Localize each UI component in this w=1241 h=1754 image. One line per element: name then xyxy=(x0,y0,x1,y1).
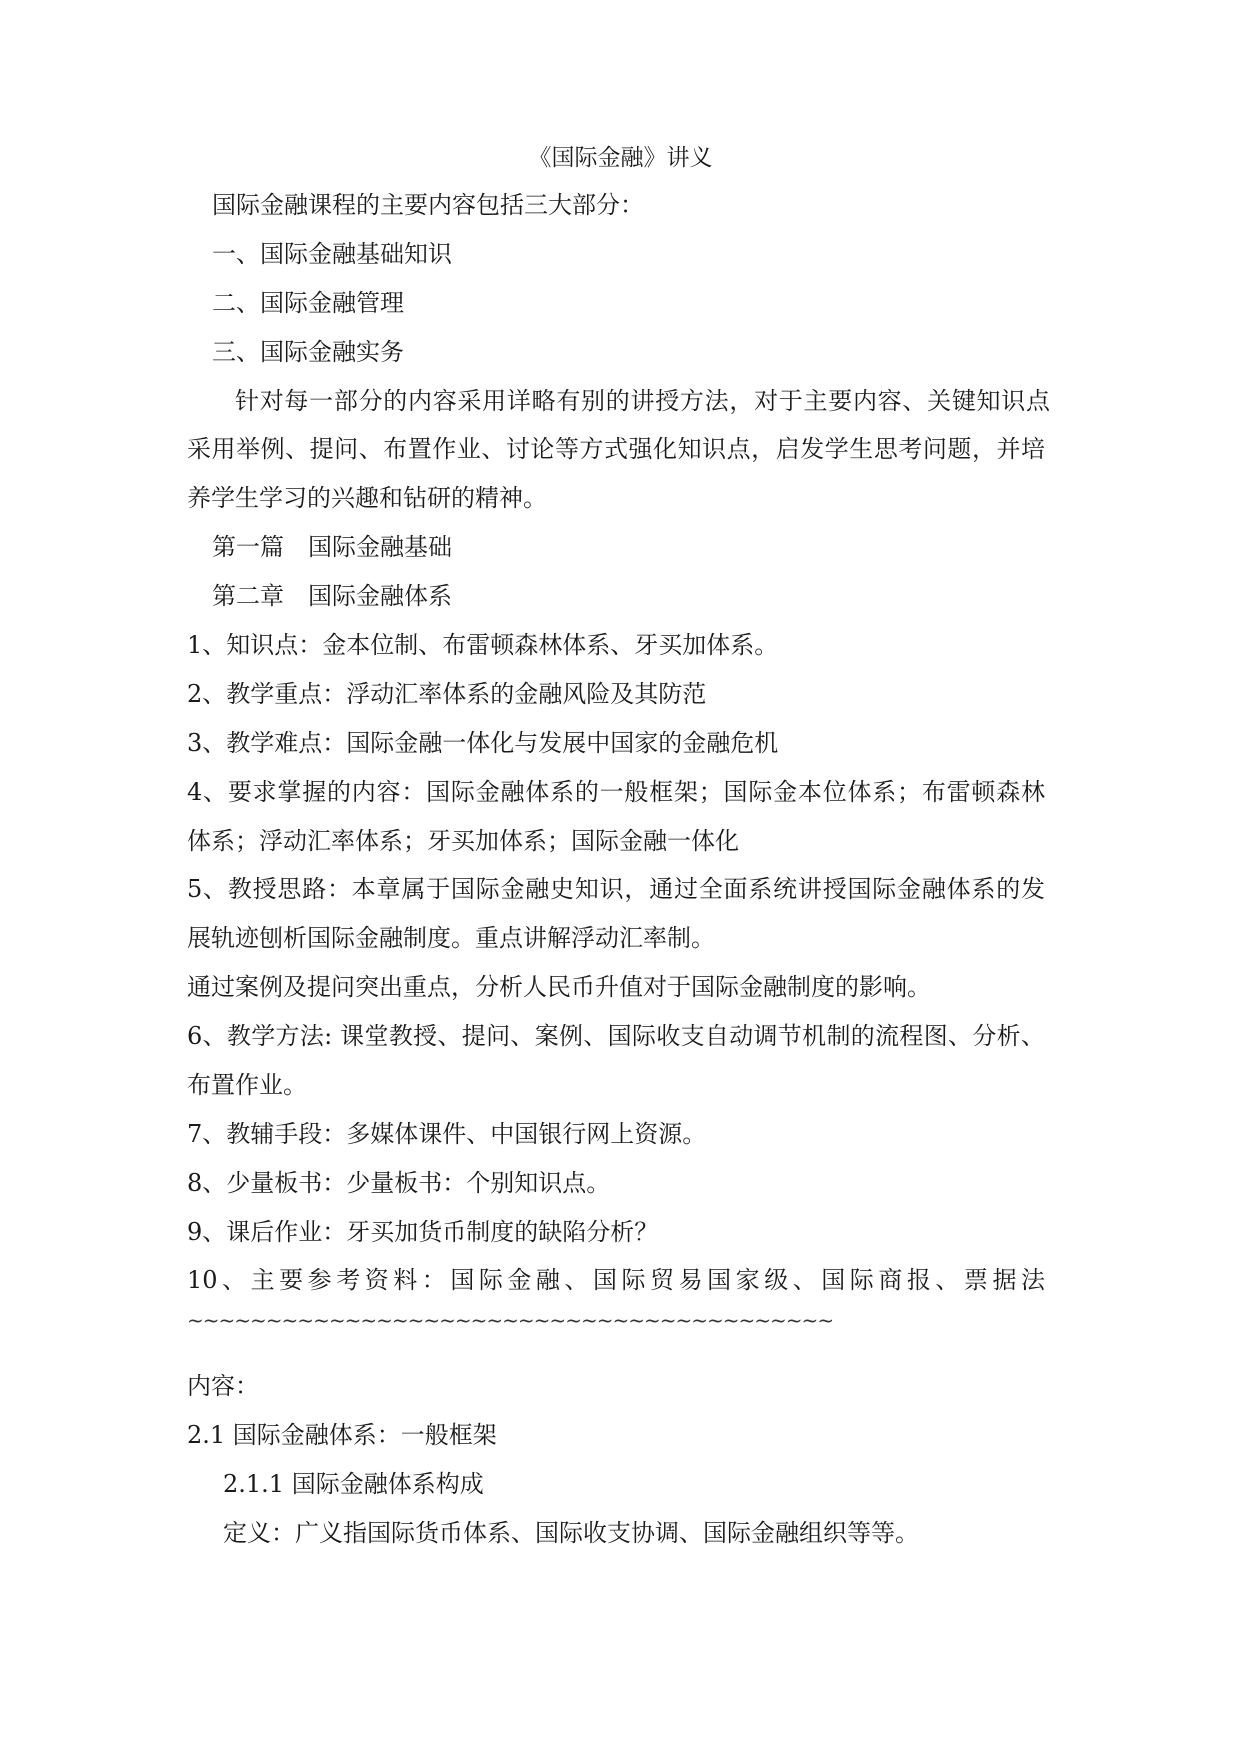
list-item: 4、要求掌握的内容：国际金融体系的一般框架；国际金本位体系；布雷顿森林 xyxy=(187,778,1045,806)
list-item: 2、教学重点：浮动汇率体系的金融风险及其防范 xyxy=(187,680,707,708)
list-item-continuation: 布置作业。 xyxy=(187,1071,307,1099)
method-paragraph-line-1: 针对每一部分的内容采用详略有别的讲授方法，对于主要内容、关键知识点 xyxy=(235,387,1050,415)
list-item: 10、主要参考资料：国际金融、国际贸易国家级、国际商报、票据法 xyxy=(187,1266,1045,1294)
list-item-note: 通过案例及提问突出重点，分析人民币升值对于国际金融制度的影响。 xyxy=(187,973,931,1001)
list-item: 8、少量板书：少量板书：个别知识点。 xyxy=(187,1169,611,1197)
method-paragraph-line-3: 养学生学习的兴趣和钻研的精神。 xyxy=(187,484,547,512)
part-item-2: 二、国际金融管理 xyxy=(212,289,404,317)
section-heading: 2.1 国际金融体系：一般框架 xyxy=(187,1421,497,1449)
part-item-3: 三、国际金融实务 xyxy=(212,338,404,366)
subsection-heading: 2.1.1 国际金融体系构成 xyxy=(223,1470,484,1498)
part-item-1: 一、国际金融基础知识 xyxy=(212,240,452,268)
content-label: 内容： xyxy=(187,1372,259,1400)
list-item: 7、教辅手段：多媒体课件、中国银行网上资源。 xyxy=(187,1120,707,1148)
list-item: 6、教学方法: 课堂教授、提问、案例、国际收支自动调节机制的流程图、分析、 xyxy=(187,1022,1045,1050)
document-title: 《国际金融》讲义 xyxy=(528,145,713,171)
intro-text: 国际金融课程的主要内容包括三大部分： xyxy=(212,191,644,219)
method-paragraph-line-2: 采用举例、提问、布置作业、讨论等方式强化知识点，启发学生思考问题，并培 xyxy=(187,435,1045,463)
list-item: 5、教授思路：本章属于国际金融史知识，通过全面系统讲授国际金融体系的发 xyxy=(187,875,1045,903)
list-item: 1、知识点：金本位制、布雷顿森林体系、牙买加体系。 xyxy=(187,631,779,659)
chapter-heading: 第二章 国际金融体系 xyxy=(212,582,452,610)
tilde-separator: ~~~~~~~~~~~~~~~~~~~~~~~~~~~~~~~~~~~~~~~~~ xyxy=(187,1308,834,1332)
list-item-continuation: 体系；浮动汇率体系；牙买加体系；国际金融一体化 xyxy=(187,827,739,855)
list-item: 3、教学难点：国际金融一体化与发展中国家的金融危机 xyxy=(187,729,779,757)
list-item-continuation: 展轨迹刨析国际金融制度。重点讲解浮动汇率制。 xyxy=(187,924,715,952)
definition-text: 定义：广义指国际货币体系、国际收支协调、国际金融组织等等。 xyxy=(223,1519,919,1547)
part-heading: 第一篇 国际金融基础 xyxy=(212,533,452,561)
list-item: 9、课后作业：牙买加货币制度的缺陷分析？ xyxy=(187,1218,659,1246)
